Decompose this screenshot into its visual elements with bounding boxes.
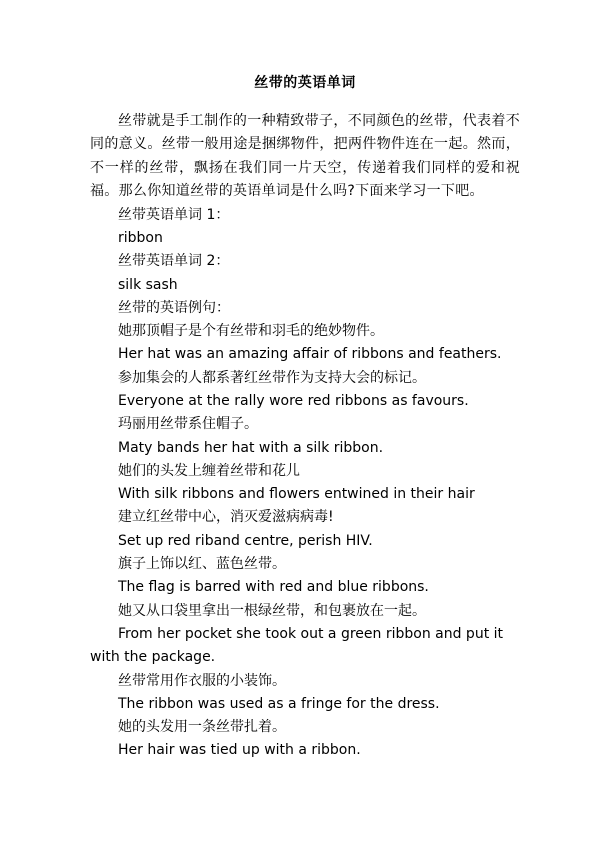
section-heading-2: 丝带英语单词 2： (118, 253, 230, 270)
example-chinese: 参加集会的人都系著红丝带作为支持大会的标记。 (118, 369, 426, 386)
document-title: 丝带的英语单词 (254, 75, 356, 91)
example-english: Her hat was an amazing affair of ribbons and feathers. (118, 346, 502, 363)
intro-paragraph: 丝带就是手工制作的一种精致带子，不同颜色的丝带，代表着不同的意义。丝带一般用途是捆绑物件，把两件物件连在一起。然而，不一样的丝带，飘扬在我们同一片天空，传递着我们同样的爱和祝福。那么你知道丝带的英语单词是什么吗?下面来学习一下吧。 (90, 113, 520, 200)
example-chinese: 她的头发用一条丝带扎着。 (118, 719, 286, 736)
word-1: ribbon (118, 229, 163, 246)
word-2: silk sash (118, 276, 178, 293)
example-chinese: 旗子上饰以红、蓝色丝带。 (118, 556, 286, 573)
examples-heading: 丝带的英语例句： (118, 299, 230, 316)
example-english: The ribbon was used as a fringe for the dress. (118, 695, 440, 712)
example-english: With silk ribbons and flowers entwined in their hair (118, 486, 475, 503)
example-english: The flag is barred with red and blue ribbons. (118, 579, 429, 596)
example-english: Her hair was tied up with a ribbon. (118, 742, 361, 759)
example-english: Set up red riband centre, perish HIV. (118, 532, 373, 549)
document-page (90, 72, 520, 763)
example-chinese: 丝带常用作衣服的小装饰。 (118, 672, 286, 689)
example-chinese: 玛丽用丝带系住帽子。 (118, 416, 258, 433)
example-chinese: 她们的头发上缠着丝带和花儿 (118, 462, 300, 479)
example-chinese: 她那顶帽子是个有丝带和羽毛的绝妙物件。 (118, 323, 384, 340)
example-chinese: 建立红丝带中心，消灭爱滋病病毒! (118, 509, 334, 526)
example-english: Maty bands her hat with a silk ribbon. (118, 439, 384, 456)
example-english: From her pocket she took out a green ribbon and put it with the package. (90, 625, 504, 666)
example-chinese: 她又从口袋里拿出一根绿丝带，和包裹放在一起。 (118, 602, 426, 619)
example-english: Everyone at the rally wore red ribbons as favours. (118, 393, 469, 409)
section-heading-1: 丝带英语单词 1： (118, 206, 230, 223)
